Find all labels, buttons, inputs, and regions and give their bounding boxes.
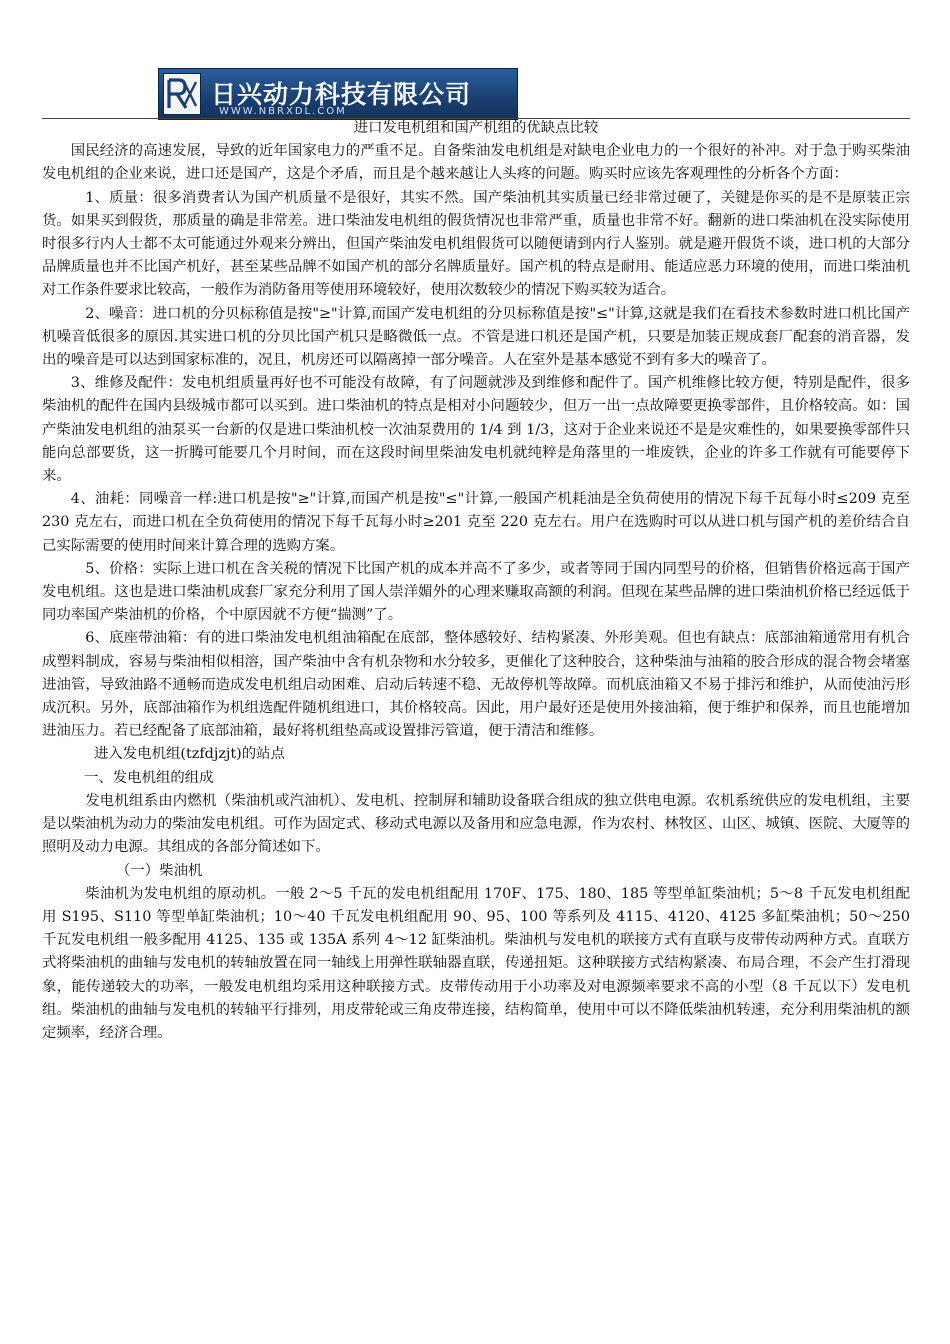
document-body bbox=[42, 117, 910, 1045]
site-link[interactable]: 进入发电机组(tzfdjzjt)的站点 bbox=[94, 746, 285, 763]
section-heading: 一、发电机组的组成 bbox=[84, 769, 214, 786]
subsection-heading: （一）柴油机 bbox=[116, 862, 203, 879]
document-title: 进口发电机组和国产机组的优缺点比较 bbox=[353, 120, 599, 136]
company-logo bbox=[158, 68, 518, 120]
company-website: WWW.NBRXDL.COM bbox=[219, 106, 347, 117]
point-base-tank: 6、底座带油箱：有的进口柴油发电机组油箱配在底部，整体感较好、结构紧凑、外形美观。但也有缺点：底部油箱通常用有机合成塑料制成，容易与柴油相似相溶，国产柴油中含有机杂物和水分较多，更催化了这种胶合，这种柴油与油箱的胶合形成的混合物会堵塞进油管，导致油路不通畅而造成发电机组启动困难、启动后转速不稳、无故停机等故障。而机底油箱又不易于排污和维护，从而使油污形成沉积。另外，底部油箱作为机组选配件随机组进口，其价格较高。因此，用户最好还是使用外接油箱，便于维护和保养，而且也能增加进油压力。若已经配备了底部油箱，最好将机组垫高或设置排污管道，便于清洁和维修。 bbox=[42, 630, 910, 740]
section-paragraph: 发电机组系由内燃机（柴油机或汽油机）、发电机、控制屏和辅助设备联合组成的独立供电电源。农机系统供应的发电机组，主要是以柴油机为动力的柴油发电机组。可作为固定式、移动式电源以及备用和应急电源，作为农村、林牧区、山区、城镇、医院、大厦等的照明及动力电源。其组成的各部分简述如下。 bbox=[42, 792, 910, 856]
point-fuel: 4、油耗：同噪音一样:进口机是按"≥"计算,而国产机是按"≤"计算,一般国产机耗油是全负荷使用的情况下每千瓦每小时≤209 克至 230 克左右，而进口机在全负荷使用的情况下每千瓦每小时≥201 克至 220 克左右。用户在选购时可以从进口机与国产机的差价结合自己实际需要的使用时间来计算合理的选购方案。 bbox=[42, 491, 910, 554]
subsection-paragraph: 柴油机为发电机组的原动机。一般 2～5 千瓦的发电机组配用 170F、175、180、185 等型单缸柴油机；5～8 千瓦发电机组配用 S195、S110 等型单缸柴油机；10～40 千瓦发电机组配用 90、95、100 等系列及 4115、4120、4125 多缸柴油机；50～250 千瓦发电机组一般多配用 4125、135 或 135A 系列 4～12 缸柴油机。柴油机与发电机的联接方式有直联与皮带传动两种方式。直联方式将柴油机的曲轴与发电机的转轴放置在同一轴线上用弹性联轴器直联，传递扭矩。这种联接方式结构紧凑、布局合理，不会产生打滑现象，能传递较大的功率，一般发电机组均采用这种联接方式。皮带传动用于小功率及对电源频率要求不高的小型（8 千瓦以下）发电机组。柴油机的曲轴与发电机的转轴平行排列，用皮带轮或三角皮带连接，结构简单，使用中可以不降低柴油机转速，充分利用柴油机的额定频率，经济合理。 bbox=[42, 885, 910, 1041]
point-quality: 1、质量：很多消费者认为国产机质量不是很好，其实不然。国产柴油机其实质量已经非常过硬了，关键是你买的是不是原装正宗货。如果买到假货，那质量的确是非常差。进口柴油发电机组的假货情况也非常严重，质量也非常不好。翻新的进口柴油机在没实际使用时很多行内人士都不太可能通过外观来分辨出，但国产柴油发电机组假货可以随便请到内行人鉴别。就是避开假货不谈，进口机的大部分品牌质量也并不比国产机好，甚至某些品牌不如国产机的部分名牌质量好。国产机的特点是耐用、能适应恶力环境的使用，而进口柴油机对工作条件要求比较高，一般作为消防备用等使用环境较好，使用次数较少的情况下购买较为适合。 bbox=[42, 189, 910, 299]
point-noise: 2、噪音：进口机的分贝标称值是按"≥"计算,而国产发电机组的分贝标称值是按"≤"计算,这就是我们在看技术参数时进口机比国产机噪音低很多的原因.其实进口机的分贝比国产机只是略微低一点。不管是进口机还是国产机，只要是加装正规成套厂配套的消音器，发出的噪音是可以达到国家标准的，况且，机房还可以隔离掉一部分噪音。人在室外是基本感觉不到有多大的噪音了。 bbox=[42, 305, 910, 369]
rx-logo-icon bbox=[163, 73, 201, 115]
point-maintenance: 3、维修及配件：发电机组质量再好也不可能没有故障，有了问题就涉及到维修和配件了。国产机维修比较方便，特别是配件，很多柴油机的配件在国内县级城市都可以买到。进口柴油机的特点是相对小问题较少，但万一出一点故障要更换零部件，且价格较高。如：国产柴油发电机组的油泵买一台新的仅是进口柴油机校一次油泵费用的 1/4 到 1/3，这对于企业来说还不是是灾难性的，如果要换零部件只能向总部要货，这一折腾可能要几个月时间，而在这段时间里柴油发电机就纯粹是角落里的一堆废铁，企业的许多工作就有可能要停下来。 bbox=[42, 375, 910, 485]
point-price: 5、价格：实际上进口机在含关税的情况下比国产机的成本并高不了多少，或者等同于国内同型号的价格，但销售价格远高于国产发电机组。这也是进口柴油机成套厂家充分利用了国人崇洋媚外的心理来赚取高额的利润。但现在某些品牌的进口柴油机价格已经远低于同功率国产柴油机的价格，个中原因就不方便“揣测”了。 bbox=[42, 560, 910, 624]
company-name: 日兴动力科技有限公司 bbox=[211, 80, 472, 109]
intro-paragraph: 国民经济的高速发展，导致的近年国家电力的严重不足。自备柴油发电机组是对缺电企业电力的一个很好的补冲。对于急于购买柴油发电机组的企业来说，进口还是国产，这是个矛盾，而且是个越来越让人头疼的问题。购买时应该先客观理性的分析各个方面： bbox=[42, 143, 910, 183]
